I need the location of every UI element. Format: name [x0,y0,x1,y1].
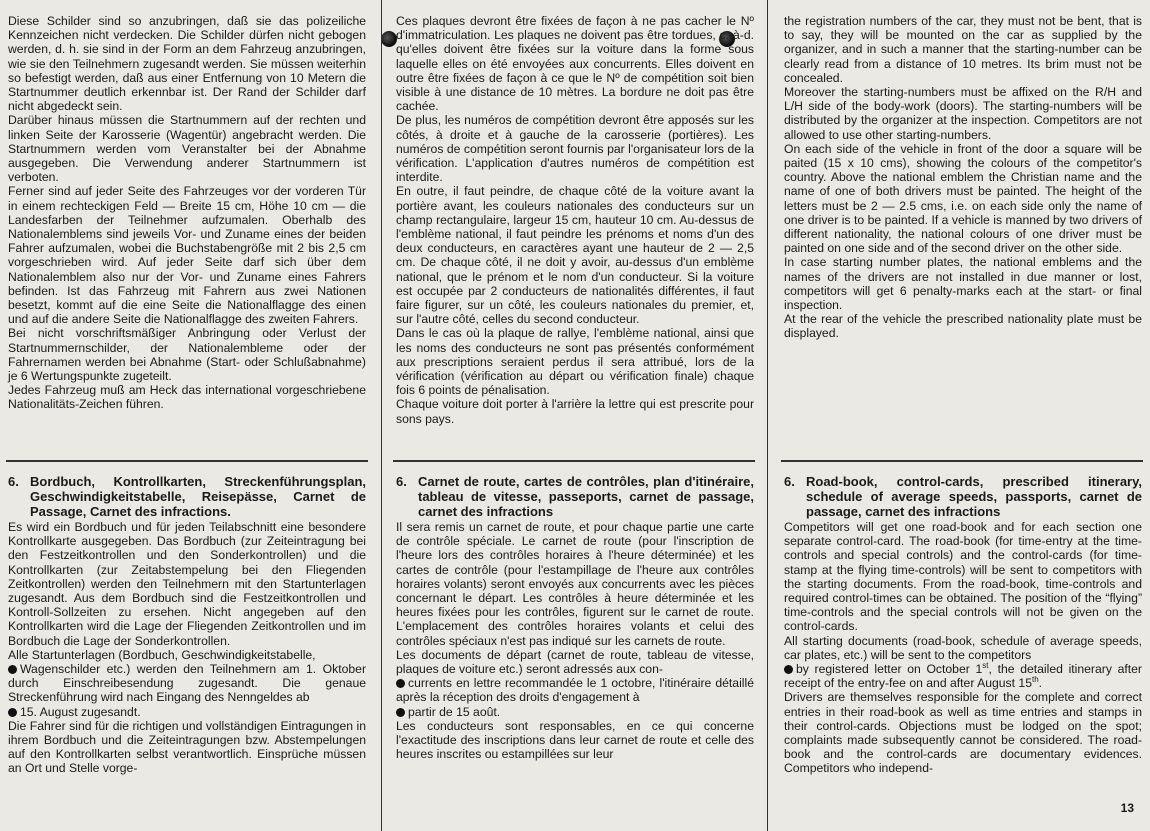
paragraph: In case starting number plates, the national emblems and the names of the drivers are not installed in due manner or lost, competitors will get 6 penalty-marks each at the start- or final inspection. [784,255,1142,313]
superscript: st [982,660,989,670]
paragraph: Competitors will get one road-book and for each section one separate control-card. The road-book (for time-entry at the time-controls and special controls) and the control-cards (for time-stamp at the flying time-controls) will be sent to competitors with the starting documents. From the road-book, time-controls and required control-times can be obtained. The position of the “flying” time-controls and the special controls will not be given on the control-cards. [784,520,1142,634]
section-heading [8,474,366,519]
text-run: All starting documents (road-book, schedule of average speeds, car plates, etc.) will be sent to the competitors [784,633,1142,662]
paragraph [396,648,754,719]
section-heading [784,474,1142,519]
paragraph: De plus, les numéros de compétition devront être apposés sur les côtés, à droite et à gauche de la carosserie (portières). Les numéros de compétition seront fournis par l'organisateur lors de la vérification. L'application d'autres numéros de compétition est interdite. [396,113,754,185]
upper-block [8,14,366,412]
text-run: by registered letter on October 1 [796,662,983,677]
paragraph: Die Fahrer sind für die richtigen und vollständigen Eintragungen in ihrem Bordbuch und die Zeiteintragungen bzw. Abstempelungen auf den Kontrollkarten selbst verantwortlich. Einsprüche müssen an Ort und Stelle vorge- [8,718,366,776]
bullet-icon [8,708,17,717]
section-title: Road-book, control-cards, prescribed itinerary, schedule of average speeds, passports, carnet de passage, carnet des infractions [806,474,1142,519]
bullet-icon [784,665,793,674]
text-run: Alle Startunterlagen (Bordbuch, Geschwindigkeitstabelle, [8,647,316,662]
section-heading [396,474,754,519]
lower-block [396,474,754,761]
paragraph: Ces plaques devront être fixées de façon à ne pas cacher le Nº d'immatriculation. Les plaques ne doivent pas être tordues, c.-à-d. qu'elles doivent être fixées sur la voiture dans la forme sous laquelle elles on été envoyées aux concurrents. Elles doivent en outre être fixées de façon à ce que le Nº de compétition soit bien visible à une distance de 10 mètres. La bordure ne doit pas être cachée. [396,14,754,114]
superscript: th [1031,675,1039,685]
punch-hole-icon [381,31,397,47]
text-run: partir de 15 août. [408,704,501,719]
paragraph: Les conducteurs sont responsables, en ce qui concerne l'exactitude des inscriptions dans leur carnet de route et celle des heures inscrites ou estampillées sur leur [396,718,754,762]
section-title: Carnet de route, cartes de contrôles, plan d'itinéraire, tableau de vitesse, passeports, carnet de passage, carnet des infractions [418,474,754,519]
text-run: currents en lettre recommandée le 1 octobre, l'itinéraire détaillé après la réception des droits d'engagement à [396,676,754,705]
paragraph [8,648,366,719]
upper-block [396,14,754,426]
paragraph: Dans le cas où la plaque de rallye, l'emblème national, ainsi que les noms des conducteurs ne sont pas présentés conformément aux prescriptions seraient perdus il sera attribué, lors de la vérification (vérification au départ ou vérification finale) chaque fois 6 points de pénalisation. [396,326,754,398]
column-english [784,14,1142,814]
paragraph: Ferner sind auf jeder Seite des Fahrzeuges vor der vorderen Tür in einem rechteckigen Feld — Breite 15 cm, Höhe 10 cm — die Landesfarben der Teilnehmer aufzumalen. Oberhalb des Nationalemblems sind jeweils Vor- und Zuname eines der beiden Fahrer aufzumalen, wobei die Buchstabengröße mit 2 bis 2,5 cm vorgeschrieben wird. Auf jeder Seite darf sich über dem Nationalemblem also nur der Vor- und Zuname eines Fahrers befinden. Ist das Fahrzeug mit Fahrern aus zwei Nationen besetzt, kommt auf die eine Seite die Nationalflagge des einen und auf die andere Seite die Nationalflagge des zweiten Fahrers. [8,184,366,327]
column-divider [767,0,768,831]
paragraph: Darüber hinaus müssen die Startnummern auf der rechten und linken Seite der Karosserie (Wagentür) angebracht werden. Die Startnummern werden vom Veranstalter bei der Abnahme ausgegeben. Die Verwendung anderer Startnummern ist verboten. [8,113,366,185]
paragraph: At the rear of the vehicle the prescribed nationality plate must be displayed. [784,312,1142,341]
lower-block [784,474,1142,776]
paragraph: En outre, il faut peindre, de chaque côté de la voiture avant la portière avant, les couleurs nationales des conducteurs sur un champ rectangulaire, largeur 15 cm, hauteur 10 cm. Au-dessus de l'emblème national, il faut peindre les prénoms et noms d'un des deux conducteurs, en caractères ayant une hauteur de 2 — 2,5 cm. De chaque côté, il ne doit y avoir, au-dessus d'un emblème national, que le prénom et le nom d'un conducteur. Si la voiture est occupée par 2 conducteurs de nationalités différentes, il faut faire figurer, sur un côté, les couleurs nationales du premier, et, sur l'autre côté, celles du second conducteur. [396,184,754,327]
paragraph: Bei nicht vorschriftsmäßiger Anbringung oder Verlust der Startnummernschilder, der Nationalembleme oder der Fahrernamen werden bei Abnahme (Start- oder Schlußabnahme) je 6 Wertungspunkte zugeteilt. [8,326,366,384]
page-number: 13 [1120,801,1134,815]
paragraph: Es wird ein Bordbuch und für jeden Teilabschnitt eine besondere Kontrollkarte ausgegeben. Das Bordbuch (zur Zeiteintragung bei den Festzeitkontrollen und den Sonderkontrollen) und die Kontrollkarten (zur Zeitabstempelung bei den Fliegenden Zeitkontrollen) werden den Teilnehmern mit den Startunterlagen zugesandt. Aus dem Bordbuch sind die Festzeitkontrollen und Kontroll-Sollzeiten zu ersehen. Nicht angegeben auf den Kontrollkarten wird die Lage der Fliegenden Zeitkontrollen und im Bordbuch die Lage der Sonderkontrollen. [8,520,366,648]
paragraph: Drivers are themselves responsible for the complete and correct entries in their road-book as well as time entries and stamps in their control-cards. Objections must be lodged on the spot; complaints made subsequently cannot be considered. The road-book and the control-cards are documentary evidences. Competitors who independ- [784,690,1142,776]
column-divider [381,0,382,831]
text-run: Wagenschilder etc.) werden den Teilnehmern am 1. Oktober durch Einschreibesendung zugesandt. Die genaue Streckenführung wird nach Eingang des Nenngeldes ab [8,662,366,705]
paragraph: Jedes Fahrzeug muß am Heck das international vorgeschriebene Nationalitäts-Zeichen führen. [8,383,366,412]
text-run: , the detailed itinerary after receipt of the entry-fee on and after August 15 [784,662,1142,691]
section-title: Bordbuch, Kontrollkarten, Streckenführungsplan, Geschwindigkeitstabelle, Reisepässe, Carnet de Passage, Carnet des infractions. [30,474,366,519]
upper-block [784,14,1142,341]
section-number: 6. [396,474,407,489]
column-french [396,14,754,814]
lower-block [8,474,366,776]
paragraph: the registration numbers of the car, they must not be bent, that is to say, they will be mounted on the car as supplied by the organizer, and in such a manner that the starting-number can be clearly read from a distance of 10 metres. Its brim must not be concealed. [784,14,1142,85]
paragraph: Il sera remis un carnet de route, et pour chaque partie une carte de contrôle spéciale. Le carnet de route (pour l'inscription de l'heure lors des contrôles horaires à l'heure déterminée) et les cartes de contrôle (pour l'estampillage de l'heure aux contrôles horaires volants) seront envoyés aux concurrents avec les pièces concernant le départ. Les contrôles à heure déterminée et les heures fixées pour les contrôles, figurent sur le carnet de route. L'emplacement des contrôles horaires volants et celui des contrôles spéciaux n'est pas indiqué sur les carnets de route. [396,520,754,648]
paragraph: Chaque voiture doit porter à l'arrière la lettre qui est prescrite pour sons pays. [396,397,754,426]
paragraph: Diese Schilder sind so anzubringen, daß sie das polizeiliche Kennzeichen nicht verdecken. Die Schilder dürfen nicht gebogen werden, d. h. sie sind in der Form an dem Fahrzeug anzubringen, wie sie den Teilnehmern zugesandt werden. Sie müssen weiterhin so befestigt werden, daß aus einer Entfernung von 10 Metern die Startnummer deutlich erkennbar ist. Der Rand der Schilder darf nicht abgedeckt sein. [8,14,366,114]
section-number: 6. [8,474,19,489]
text-run: . [1038,676,1043,691]
paragraph: Moreover the starting-numbers must be affixed on the R/H and L/H side of the body-work (doors). The starting-numbers will be distributed by the organizer at the inspection. Competitors are not allowed to use other starting-numbers. [784,85,1142,142]
bullet-icon [396,679,405,688]
text-run: Les documents de départ (carnet de route, tableau de vitesse, plaques de voiture etc.) seront adressés aux con- [396,647,754,677]
bullet-icon [396,708,405,717]
section-number: 6. [784,474,795,489]
paragraph: On each side of the vehicle in front of the door a square will be paited (15 x 10 cms), showing the colours of the competitor's country. Above the national emblem the Christian name and the name of one of both drivers must be painted. The height of the letters must be 2 — 2.5 cms, i.e. on each side only the name of one driver is to be painted. If a vehicle is manned by two drivers of different nationality, the national colours of one driver must be painted on one side and of the second driver on the other side. [784,141,1142,256]
column-german [8,14,366,814]
bullet-icon [8,665,17,674]
paragraph [784,634,1142,691]
text-run: 15. August zugesandt. [20,704,141,719]
